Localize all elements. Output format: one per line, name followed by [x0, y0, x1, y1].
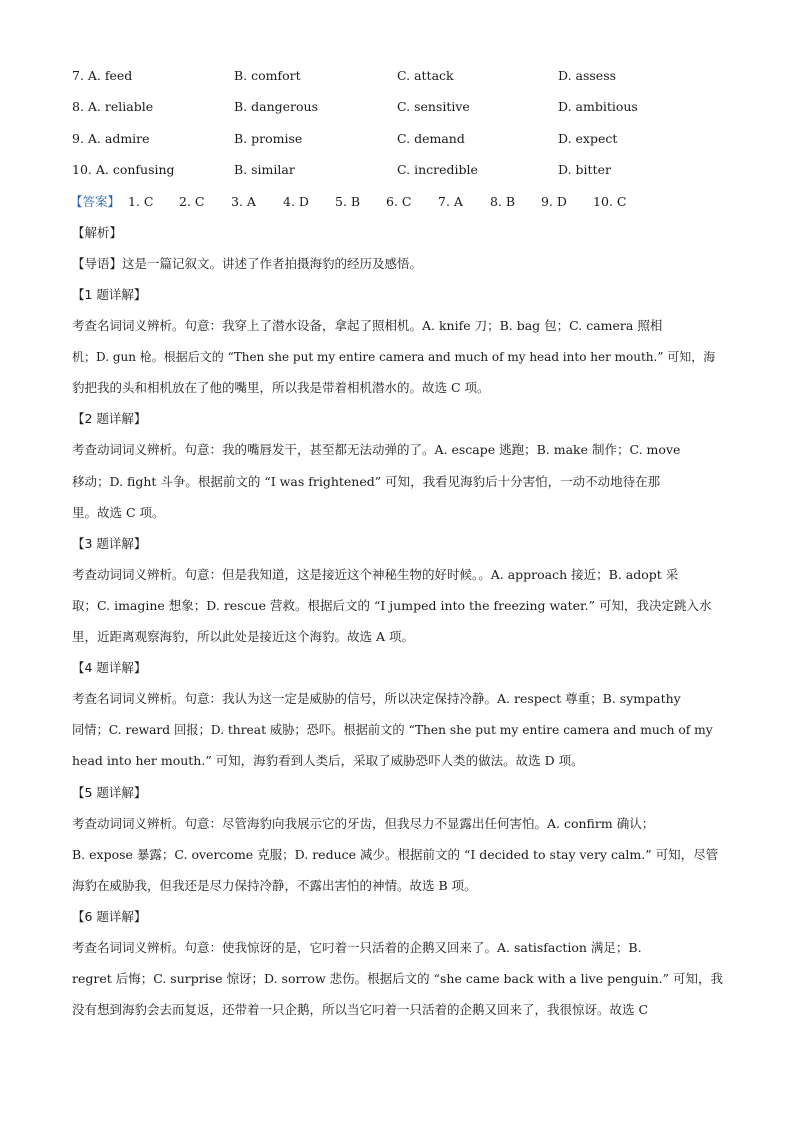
explanation-line: 考查名词词义辨析。句意：使我惊讶的是，它叼着一只活着的企鹅又回来了。A. satisfaction 满足；B.	[72, 940, 642, 955]
explanation-line: 考查动词词义辨析。句意：但是我知道，这是接近这个神秘生物的好时候。。A. approach 接近；B. adopt 采	[72, 567, 679, 582]
section-heading-analysis: 【解析】	[72, 225, 123, 240]
question-heading-4: 【4 题详解】	[72, 660, 147, 675]
option-b: B. comfort	[234, 68, 301, 83]
option-b: B. dangerous	[234, 99, 319, 114]
answer-label: 【答案】	[70, 194, 121, 209]
explanation-line: 机；D. gun 枪。根据后文的 “Then she put my entire camera and much of my head into her mouth.” 可知，海	[72, 350, 716, 364]
explanation-line: 没有想到海豹会去而复返，还带着一只企鹅，所以当它叼着一只活着的企鹅又回来了，我很惊讶。故选 C	[72, 1002, 649, 1017]
option-c: C. sensitive	[397, 99, 470, 114]
answer-item: 6. C	[386, 194, 412, 209]
option-a: 8. A. reliable	[72, 99, 154, 114]
explanation-line: 海豹在威胁我，但我还是尽力保持冷静，不露出害怕的神情。故选 B 项。	[72, 878, 477, 893]
answer-item: 1. C	[128, 194, 154, 209]
explanation-line: 豹把我的头和相机放在了他的嘴里，所以我是带着相机潜水的。故选 C 项。	[72, 380, 490, 395]
question-heading-2: 【2 题详解】	[72, 411, 147, 426]
question-heading-3: 【3 题详解】	[72, 536, 147, 551]
explanation-line: 同情；C. reward 回报；D. threat 威胁；恐吓。根据前文的 “Then she put my entire camera and much of my	[72, 723, 713, 737]
answer-item: 10. C	[593, 194, 627, 209]
explanation-line: B. expose 暴露；C. overcome 克服；D. reduce 减少。根据前文的 “I decided to stay very calm.” 可知，尽管	[72, 847, 719, 862]
option-a: 7. A. feed	[72, 68, 133, 83]
explanation-line: 考查名词词义辨析。句意：我穿上了潜水设备，拿起了照相机。A. knife 刀；B. bag 包；C. camera 照相	[72, 318, 663, 333]
option-a: 10. A. confusing	[72, 162, 175, 177]
explanation-line: 移动；D. fight 斗争。根据前文的 “I was frightened” 可知，我看见海豹后十分害怕，一动不动地待在那	[72, 474, 661, 489]
option-a: 9. A. admire	[72, 131, 150, 146]
option-d: D. expect	[558, 131, 618, 146]
answer-item: 2. C	[179, 194, 205, 209]
question-heading-5: 【5 题详解】	[72, 785, 147, 800]
option-b: B. promise	[234, 131, 303, 146]
explanation-line: head into her mouth.” 可知，海豹看到人类后，采取了威胁恐吓人类的做法。故选 D 项。	[72, 753, 584, 768]
option-c: C. incredible	[397, 162, 478, 177]
explanation-line: 考查动词词义辨析。句意：尽管海豹向我展示它的牙齿，但我尽力不显露出任何害怕。A. confirm 确认；	[72, 816, 655, 831]
answer-item: 8. B	[490, 194, 516, 209]
option-d: D. ambitious	[558, 99, 638, 114]
option-c: C. attack	[397, 68, 454, 83]
question-heading-6: 【6 题详解】	[72, 909, 147, 924]
answer-item: 9. D	[541, 194, 567, 209]
explanation-line: 里，近距离观察海豹，所以此处是接近这个海豹。故选 A 项。	[72, 629, 414, 644]
explanation-line: 里。故选 C 项。	[72, 505, 165, 520]
answer-item: 4. D	[283, 194, 309, 209]
option-b: B. similar	[234, 162, 295, 177]
answer-item: 7. A	[438, 194, 463, 209]
explanation-line: regret 后悔；C. surprise 惊讶；D. sorrow 悲伤。根据后文的 “she came back with a live penguin.” 可知，我	[72, 971, 723, 986]
option-d: D. bitter	[558, 162, 611, 177]
explanation-line: 取；C. imagine 想象；D. rescue 营救。根据后文的 “I jumped into the freezing water.” 可知，我决定跳入水	[72, 598, 712, 613]
option-c: C. demand	[397, 131, 465, 146]
explanation-line: 考查动词词义辨析。句意：我的嘴唇发干，甚至都无法动弹的了。A. escape 逃跑；B. make 制作；C. move	[72, 442, 681, 457]
answer-item: 5. B	[335, 194, 361, 209]
explanation-line: 考查名词词义辨析。句意：我认为这一定是威胁的信号，所以决定保持冷静。A. respect 尊重；B. sympathy	[72, 691, 681, 706]
answer-item: 3. A	[231, 194, 256, 209]
intro-line: 【导语】这是一篇记叙文。讲述了作者拍摄海豹的经历及感悟。	[72, 256, 423, 271]
question-heading-1: 【1 题详解】	[72, 287, 147, 302]
option-d: D. assess	[558, 68, 617, 83]
